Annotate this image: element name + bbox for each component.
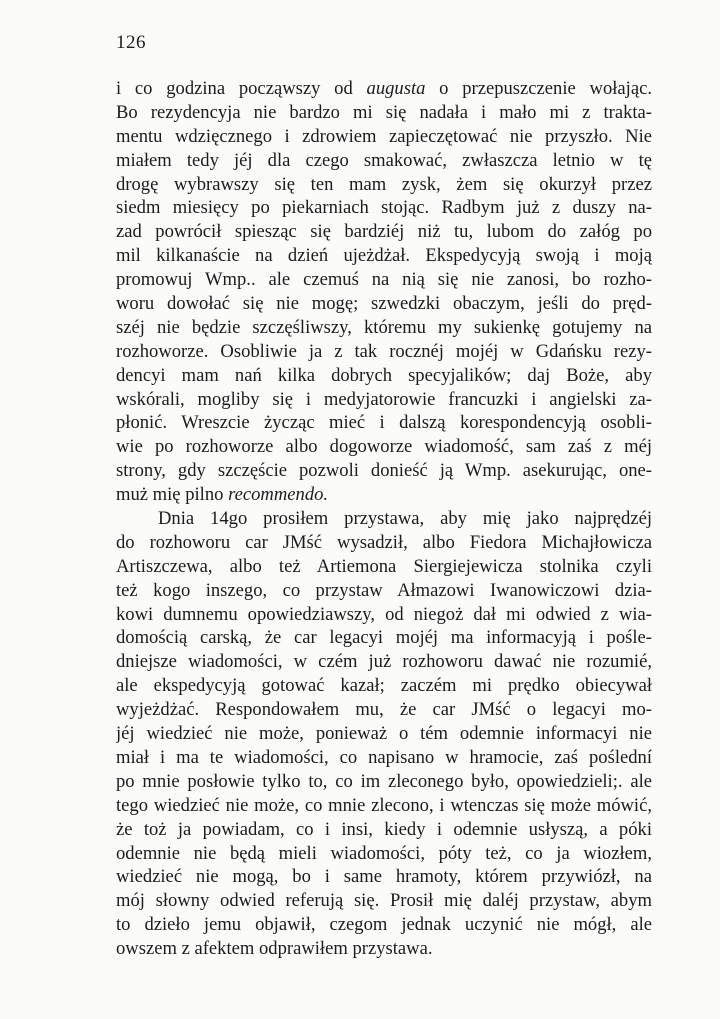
text-line — [116, 101, 652, 125]
text-run: Dnia 14go prosiłem przystawa, aby mię jako najprędzéj — [158, 508, 652, 530]
text-line — [116, 889, 652, 913]
text-line — [116, 316, 652, 340]
italic-word: recommendo. — [228, 484, 329, 506]
text-run: drogę wybrawszy się ten mam zysk, żem się okurzył przez — [116, 173, 652, 195]
text-line — [116, 579, 652, 603]
text-run: Bo rezydencyja nie bardzo mi się nadała i mało mi z trakta- — [116, 101, 652, 123]
text-line — [116, 937, 652, 961]
text-line — [116, 220, 652, 244]
paragraph — [116, 77, 652, 507]
italic-word: augusta — [366, 78, 426, 99]
text-line — [116, 483, 652, 507]
text-run: rozhoworze. Osobliwie ja z tak rocznéj mojéj w Gdańsku rezy- — [116, 340, 652, 362]
text-run: dniejsze wiadomości, w czém już rozhoworu dawać nie rozumié, — [116, 651, 652, 673]
text-run: kowi dumnemu opowiedziawszy, od niegoż dał mi odwied z wia- — [116, 603, 652, 625]
text-line — [116, 722, 652, 746]
body-text — [116, 77, 652, 961]
text-line — [116, 364, 652, 388]
text-line — [116, 531, 652, 555]
text-run: strony, gdy szczęście pozwoli donieść ją Wmp. asekurując, one- — [116, 460, 652, 482]
text-run: wiedzieć nie mogą, bo i same hramoty, którem przywiózł, na — [116, 866, 652, 888]
text-run: tego wiedzieć nie może, co mnie zlecono, i wtenczas się może mówić, — [116, 794, 652, 816]
text-run: mój słowny odwied referują się. Prosił mię daléj przystaw, abym — [116, 890, 652, 912]
text-run: wie po rozhoworze albo dogoworze wiadomość, sam zaś z méj — [116, 436, 652, 458]
text-line — [116, 77, 652, 101]
text-run: Artiszczewa, albo też Artiemona Siergiejewicza stolnika czyli — [116, 555, 652, 577]
text-line — [116, 435, 652, 459]
text-run: też kogo inszego, co przystaw Ałmazowi Iwanowiczowi dzia- — [116, 579, 652, 601]
text-run: siedm miesięcy po piekarniach stojąc. Radbym już z duszy na- — [116, 197, 652, 219]
text-line — [116, 173, 652, 197]
text-line — [116, 818, 652, 842]
text-line — [116, 770, 652, 794]
text-run: i co godzina począwszy od — [116, 78, 367, 99]
text-run: o przepuszczenie wołając. — [425, 78, 652, 99]
text-line — [116, 411, 652, 435]
text-run: ale ekspedycyją gotować kazał; zaczém mi prędko obiecywał — [116, 675, 652, 697]
text-run: po mnie posłowie tylko to, co im zleconego było, opowiedzieli;. ale — [116, 770, 652, 792]
text-run: że toż ja powiadam, co i insi, kiedy i odemnie usłyszą, a póki — [116, 818, 652, 840]
text-run: owszem z afektem odprawiłem przystawa. — [116, 938, 433, 960]
text-line — [116, 842, 652, 866]
text-run: płonić. Wreszcie życząc mieć i dalszą korespondencyją osobli- — [116, 412, 652, 434]
text-line — [116, 913, 652, 937]
text-line — [116, 507, 652, 531]
text-run: do rozhoworu car JMść wysadził, albo Fiedora Michajłowicza — [116, 531, 652, 553]
text-line — [116, 268, 652, 292]
text-run: to dzieło jemu objawił, czegom jednak uczynić nie mógł, ale — [116, 914, 652, 936]
text-run: jéj wiedzieć nie może, ponieważ o tém odemnie informacyi nie — [116, 723, 652, 745]
text-line — [116, 698, 652, 722]
text-line — [116, 746, 652, 770]
page-number: 126 — [116, 32, 146, 53]
text-line — [116, 603, 652, 627]
text-run: széj nie będzie szczęśliwszy, któremu my sukienkę gotujemy na — [116, 316, 652, 338]
text-run: odemnie nie będą mieli wiadomości, póty też, co ja wiozłem, — [116, 842, 652, 864]
text-run: woru dowołać się nie mogę; szwedzki obaczym, jeśli do pręd- — [116, 293, 652, 315]
text-line — [116, 196, 652, 220]
text-line — [116, 244, 652, 268]
text-run: dencyi mam nań kilka dobrych specyjalików; daj Boże, aby — [116, 364, 652, 386]
text-run: mil kilkanaście na dzień ujeżdżał. Ekspedycyją swoją i moją — [116, 245, 652, 267]
text-line — [116, 459, 652, 483]
text-run: zad powrócił spiesząc się bardziéj niż tu, lubom do załóg po — [116, 221, 652, 243]
text-run: promowuj Wmp.. ale czemuś na nią się nie zanosi, bo rozho- — [116, 269, 652, 291]
text-line — [116, 388, 652, 412]
paragraph — [116, 507, 652, 961]
text-line — [116, 674, 652, 698]
text-run: wskórali, mogliby się i medyjatorowie francuzki i angielski za- — [116, 388, 652, 410]
text-line — [116, 340, 652, 364]
text-line — [116, 555, 652, 579]
text-run: wyjeżdżać. Respondowałem mu, że car JMść o legacyi mo- — [116, 699, 652, 721]
text-line — [116, 125, 652, 149]
text-line — [116, 794, 652, 818]
text-line — [116, 292, 652, 316]
text-line — [116, 626, 652, 650]
text-line — [116, 865, 652, 889]
text-run: mentu wdzięcznego i zdrowiem zapieczętować nie przyszło. Nie — [116, 125, 652, 147]
text-line — [116, 149, 652, 173]
text-run: miałem tedy jéj dla czego smakować, zwłaszcza letnio w tę — [116, 149, 652, 171]
text-run: domością carską, że car legacyi mojéj ma informacyją i pośle- — [116, 627, 652, 649]
text-run: miał i ma te wiadomości, co napisano w hramocie, zaś poślední — [116, 746, 652, 768]
text-line — [116, 650, 652, 674]
text-run: muż mię pilno — [116, 484, 229, 506]
